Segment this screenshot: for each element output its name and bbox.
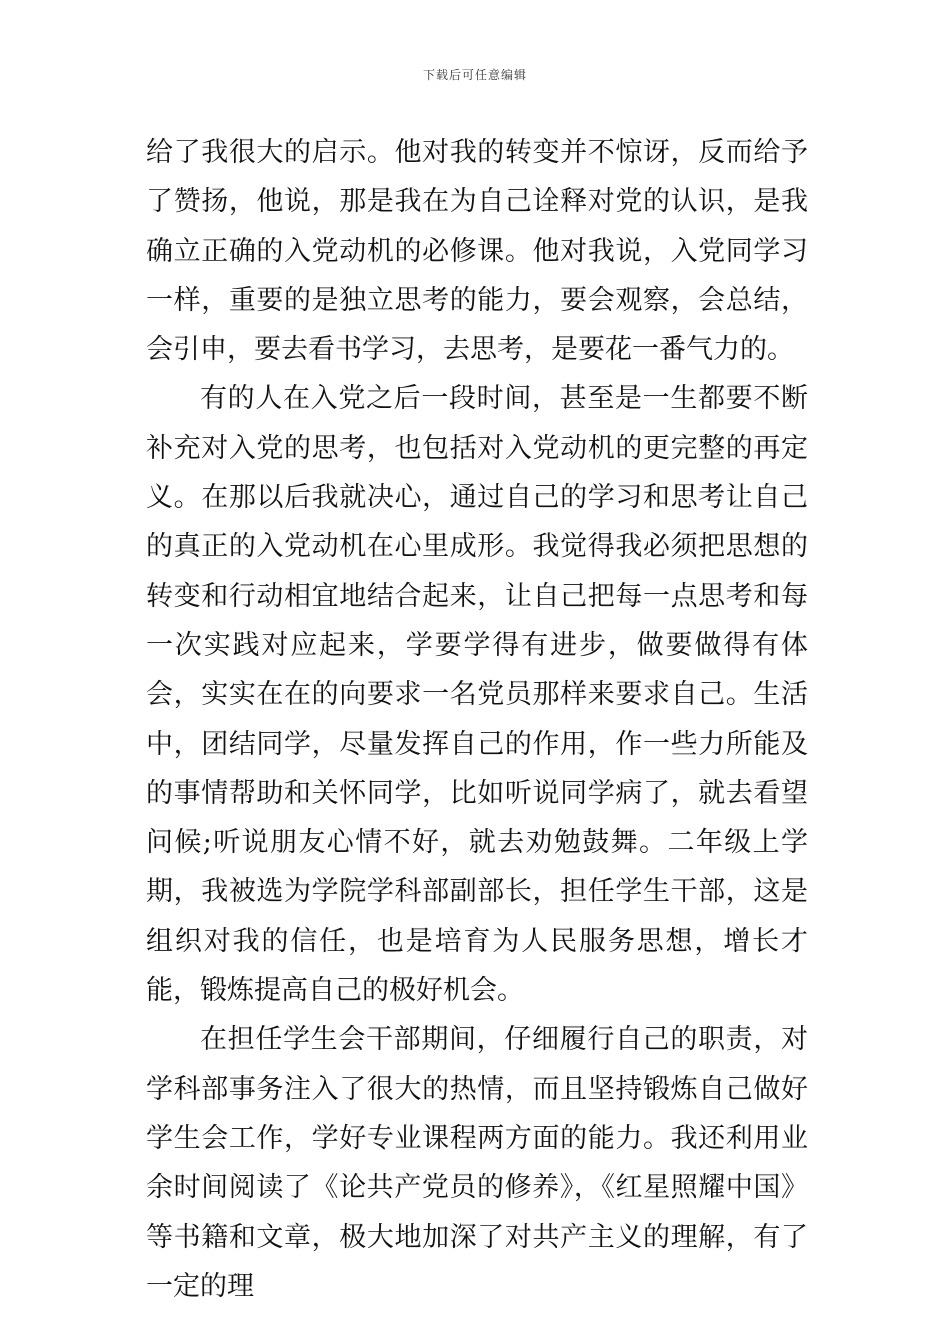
paragraph-party-motivation: 有的人在入党之后一段时间，甚至是一生都要不断补充对入党的思考，也包括对入党动机的更完整的再定义。在那以后我就决心，通过自己的学习和思考让自己的真正的入党动机在心里成形。我觉得我必须把思想的转变和行动相宜地结合起来，让自己把每一点思考和每一次实践对应起来，学要学得有进步，做要做得有体会，实实在在的向要求一名党员那样来要求自己。生活中，团结同学，尽量发挥自己的作用，作一些力所能及的事情帮助和关怀同学，比如听说同学病了，就去看望问候;听说朋友心情不好，就去劝勉鼓舞。二年级上学期，我被选为学院学科部副部长，担任学生干部，这是组织对我的信任，也是培育为人民服务思想，增长才能，锻炼提高自己的极好机会。 <box>146 383 808 1007</box>
paragraph-student-union: 在担任学生会干部期间，仔细履行自己的职责，对学科部事务注入了很大的热情，而且坚持锻炼自己做好学生会工作，学好专业课程两方面的能力。我还利用业余时间阅读了《论共产党员的修养》，《红星照耀中国》等书籍和文章，极大地加深了对共产主义的理解，有了一定的理 <box>146 1024 808 1302</box>
paragraph-continued: 给了我很大的启示。他对我的转变并不惊讶，反而给予了赞扬，他说，那是我在为自己诠释对党的认识，是我确立正确的入党动机的必修课。他对我说，入党同学习一样，重要的是独立思考的能力，要会观察，会总结，会引申，要去看书学习，去思考，是要花一番气力的。 <box>146 137 808 366</box>
header-note: 下载后可任意编辑 <box>422 68 527 82</box>
document-body <box>146 128 808 1311</box>
